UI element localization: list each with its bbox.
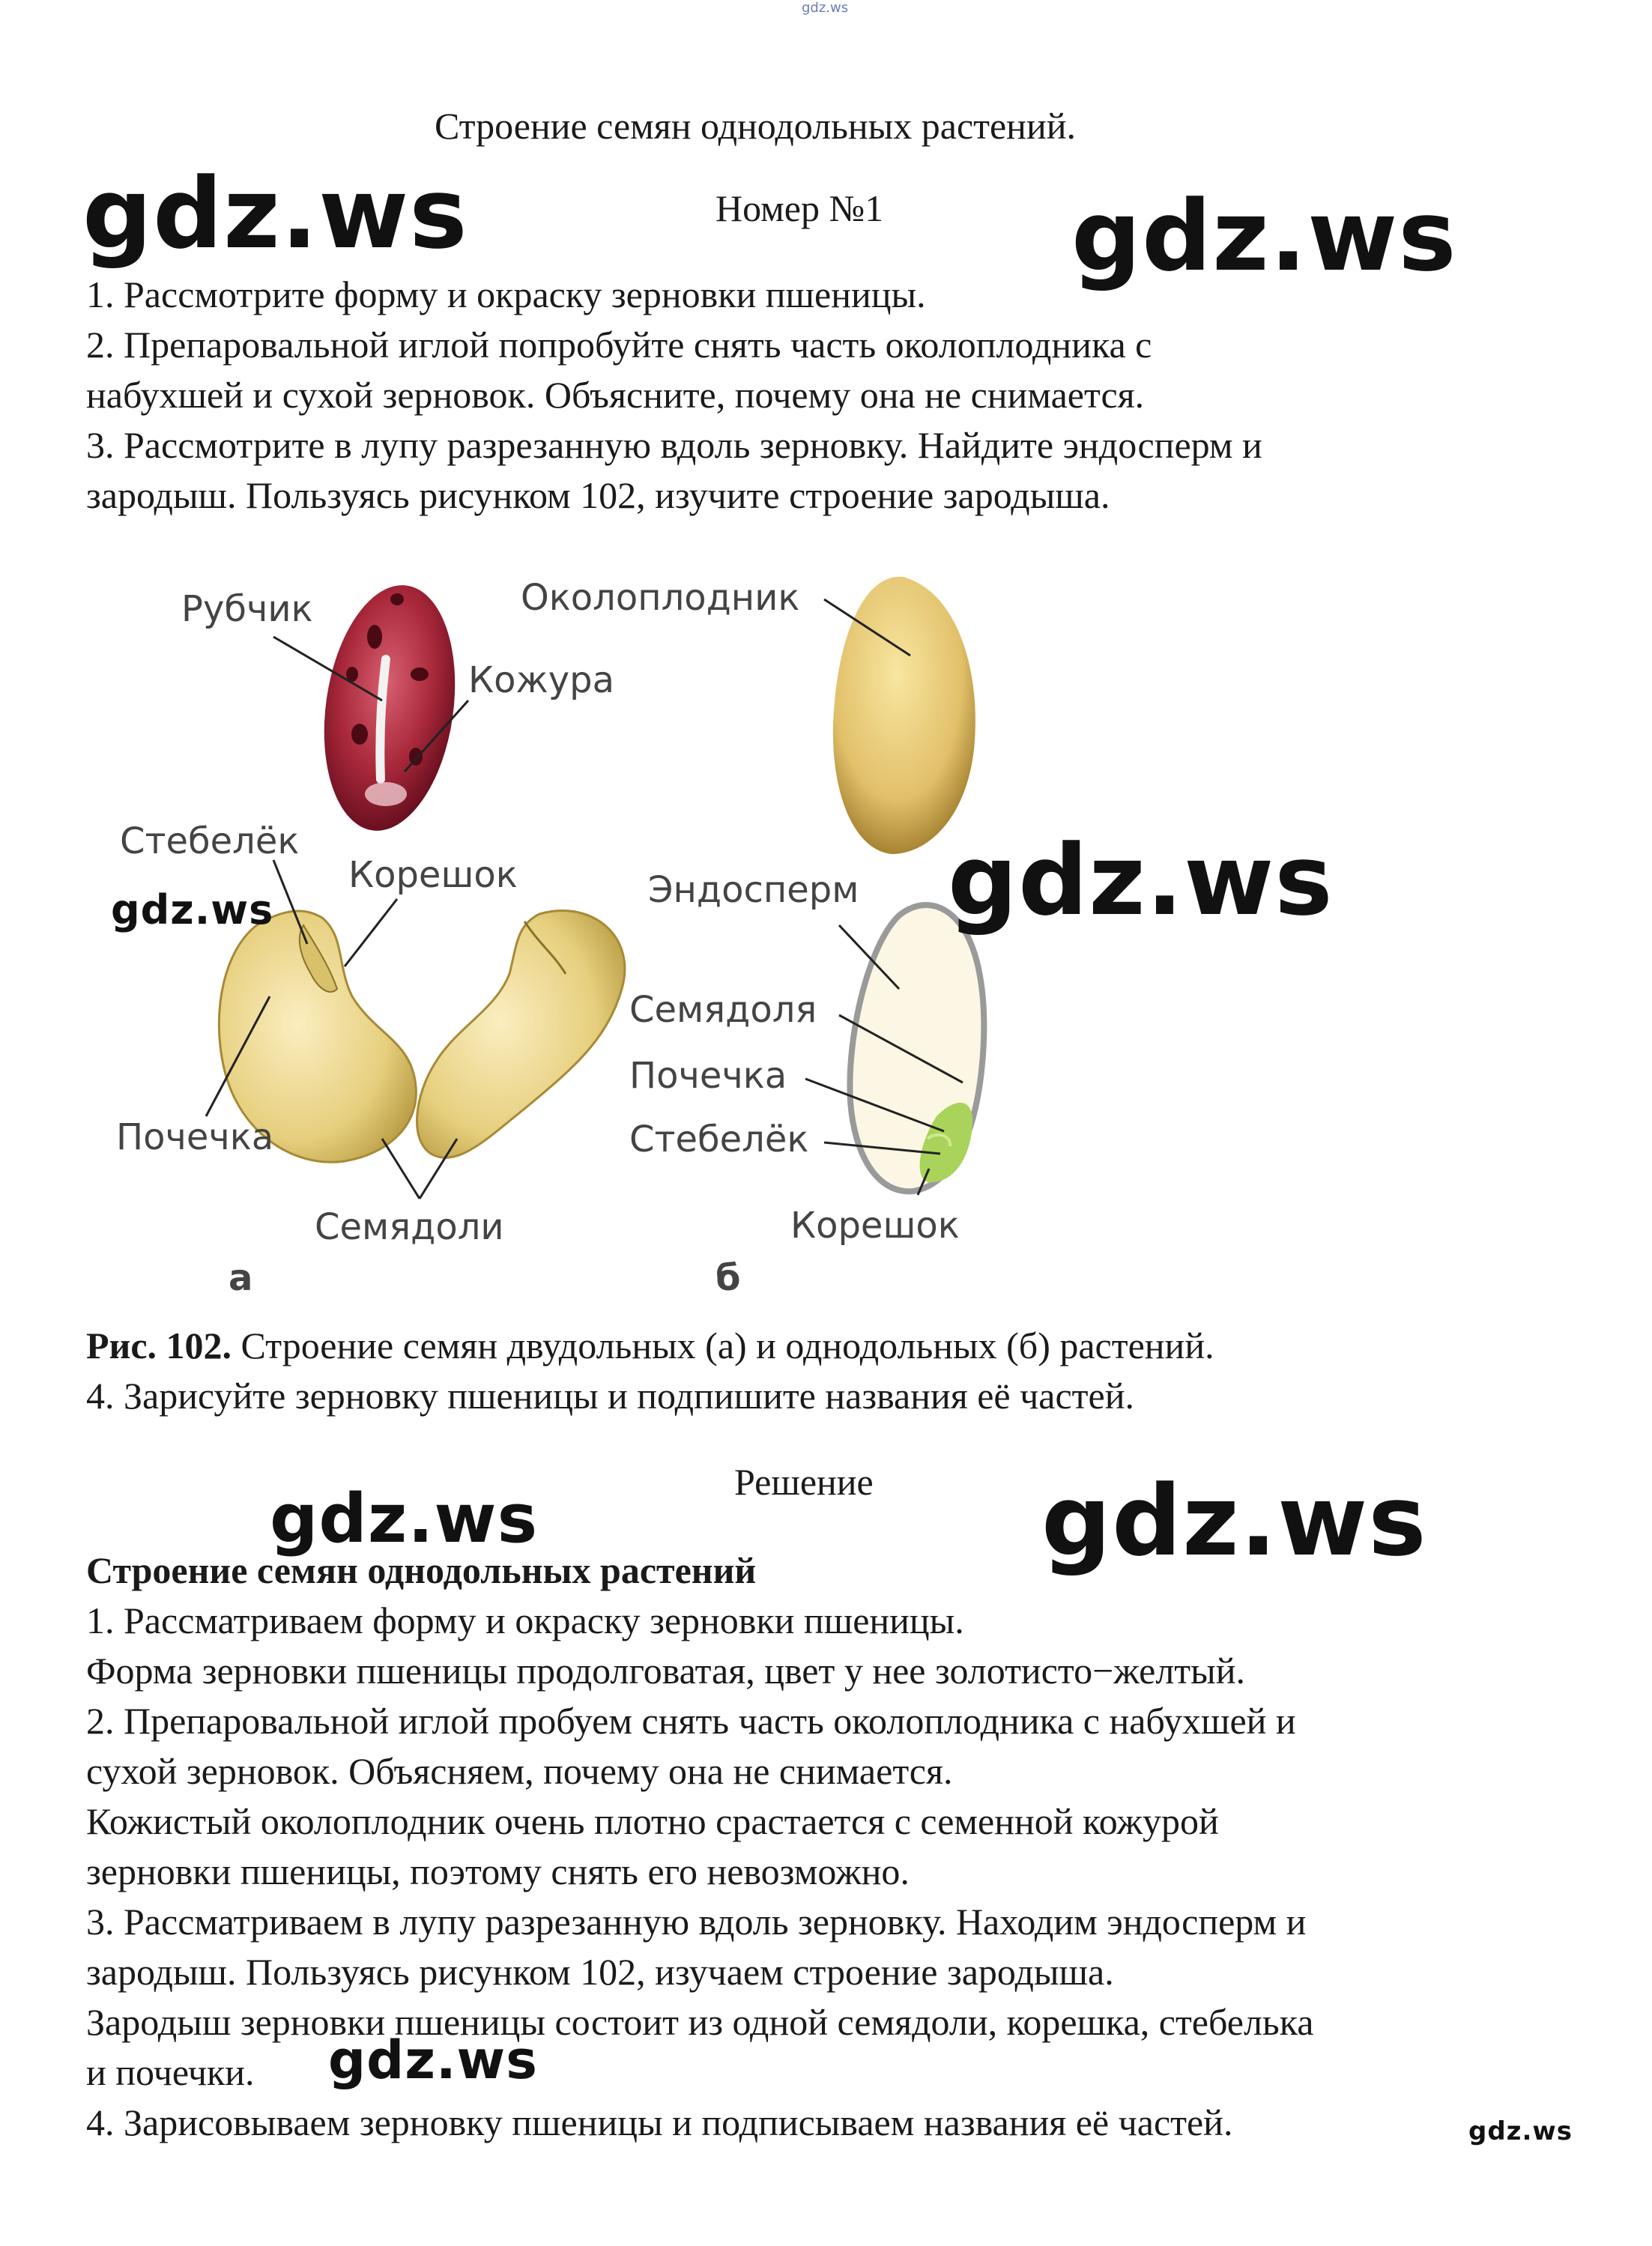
watermark-5: gdz.ws: [270, 1480, 539, 1558]
label-rubchik: Рубчик: [181, 588, 313, 630]
caption-text: Строение семян двудольных (а) и однодольных (б) растений.: [232, 1325, 1214, 1366]
solution-line-2: Форма зерновки пшеницы продолговатая, цвет у нее золотисто−желтый.: [86, 1650, 1245, 1692]
wheat-grain-section: [850, 905, 984, 1191]
solution-line-6: зерновки пшеницы, поэтому снять его невозможно.: [86, 1850, 910, 1892]
solution-line-5: Кожистый околоплодник очень плотно срастается с семенной кожурой: [86, 1800, 1219, 1842]
figure-caption: [86, 1321, 1585, 1371]
solution-line-7: 3. Рассматриваем в лупу разрезанную вдоль зерновку. Находим эндосперм и: [86, 1901, 1307, 1943]
solution-line-1: 1. Рассматриваем форму и окраску зерновки пшеницы.: [86, 1599, 964, 1641]
watermark-3: gdz.ws: [948, 823, 1334, 937]
solution-line-10: и почечки.: [86, 2051, 255, 2093]
task-line-4: 3. Рассмотрите в лупу разрезанную вдоль зерновку. Найдите эндосперм и: [86, 424, 1262, 466]
page-title: Строение семян однодольных растений.: [435, 105, 1076, 147]
label-kozhura: Кожура: [468, 659, 614, 701]
label-stebelek-b: Стебелёк: [629, 1119, 809, 1160]
label-koreshok-a: Корешок: [348, 854, 518, 896]
label-letter-a: а: [229, 1257, 253, 1299]
solution-line-4: сухой зерновок. Объясняем, почему она не снимается.: [86, 1750, 953, 1792]
number-label: Номер №1: [715, 187, 884, 229]
label-pochechka-a: Почечка: [116, 1116, 274, 1158]
solution-heading: Строение семян однодольных растений: [86, 1549, 757, 1591]
watermark-8: gdz.ws: [1468, 2116, 1573, 2146]
solution-line-3: 2. Препаровальной иглой пробуем снять часть околоплодника с набухшей и: [86, 1700, 1296, 1742]
watermark-7: gdz.ws: [328, 2029, 538, 2091]
task-line-1: 1. Рассмотрите форму и окраску зерновки пшеницы.: [86, 273, 926, 315]
label-okoloplodnik: Околоплодник: [521, 577, 800, 619]
label-letter-b: б: [715, 1257, 741, 1299]
solution-line-8: зародыш. Пользуясь рисунком 102, изучаем строение зародыша.: [86, 1951, 1114, 1993]
watermark-1: gdz.ws: [82, 157, 468, 270]
bean-cotyledons: [219, 911, 625, 1163]
label-stebelek-a: Стебелёк: [120, 820, 300, 862]
task-line-3: набухшей и сухой зерновок. Объясните, почему она не снимается.: [86, 374, 1145, 416]
solution-label: Решение: [734, 1461, 874, 1503]
bean-seed-whole: [309, 577, 470, 839]
watermark-6: gdz.ws: [1041, 1464, 1427, 1578]
task-line-5: зародыш. Пользуясь рисунком 102, изучите строение зародыша.: [86, 474, 1110, 516]
label-semyadolya: Семядоля: [629, 989, 817, 1031]
solution-line-9: Зародыш зерновки пшеницы состоит из одной семядоли, корешка, стебелька: [86, 2001, 1314, 2043]
watermark-4: gdz.ws: [111, 886, 274, 933]
caption-bold: Рис. 102.: [86, 1325, 232, 1366]
task-line-2: 2. Препаровальной иглой попробуйте снять часть околоплодника с: [86, 324, 1152, 366]
task-line-6: 4. Зарисуйте зерновку пшеницы и подпишите названия её частей.: [86, 1375, 1134, 1417]
top-watermark: gdz.ws: [802, 0, 849, 16]
label-pochechka-b: Почечка: [629, 1055, 787, 1097]
solution-line-11: 4. Зарисовываем зерновку пшеницы и подписываем названия её частей.: [86, 2101, 1233, 2143]
label-semyadoli: Семядоли: [315, 1206, 504, 1248]
label-endosperm: Эндосперм: [648, 869, 859, 911]
label-koreshok-b: Корешок: [790, 1205, 960, 1247]
watermark-2: gdz.ws: [1071, 179, 1457, 293]
